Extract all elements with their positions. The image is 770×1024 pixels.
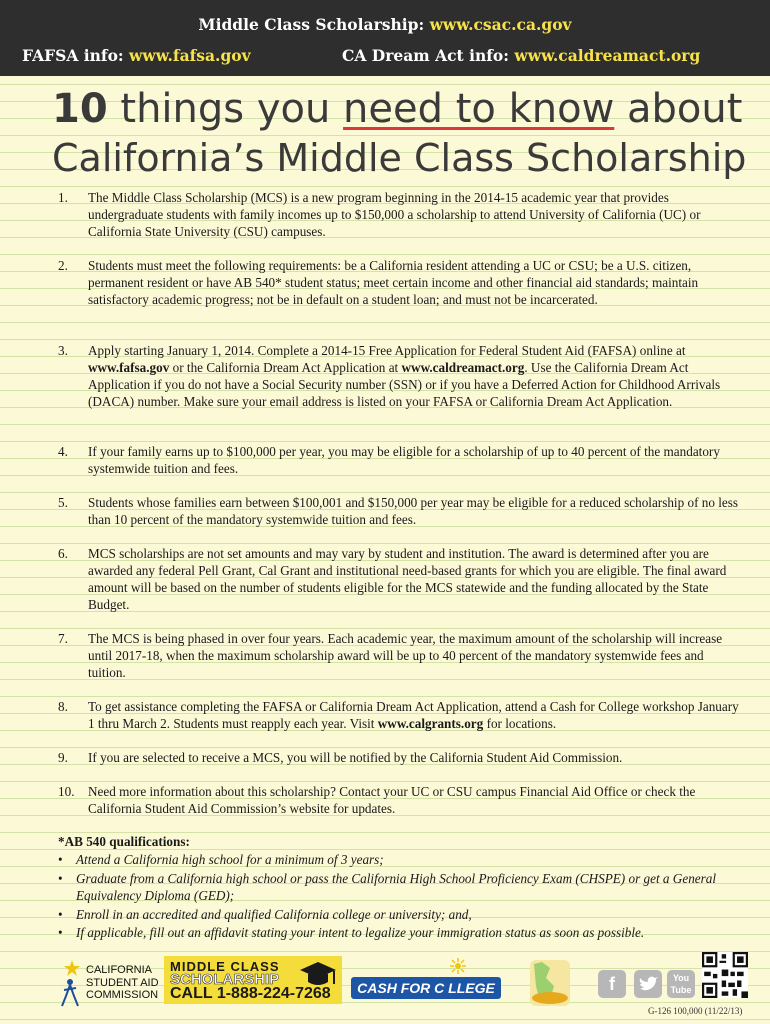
graduation-cap-icon [298, 960, 338, 990]
twitter-icon[interactable] [634, 970, 662, 998]
footer-logos [0, 944, 770, 1024]
page-title-line-1 [52, 86, 742, 132]
csac-star-figure-icon [56, 956, 86, 1010]
calsoap-logo-icon [520, 956, 578, 1010]
fafsa-info-line [22, 46, 251, 65]
item-number: 8. [58, 699, 68, 714]
item-text: The Middle Class Scholarship (MCS) is a new program beginning in the 2014-15 academic year that provides undergraduate students with family incomes up to $150,000 a scholarship to attend University of California (UC) or California State University (CSU) campuses. [88, 190, 701, 239]
list-item [58, 851, 738, 868]
csac-name: CALIFORNIA STUDENT AID COMMISSION [86, 964, 159, 1001]
list-item [58, 870, 738, 904]
item-text: If you are selected to receive a MCS, you will be notified by the California Student Aid Commission. [88, 750, 623, 765]
qualification-text: If applicable, fill out an affidavit stating your intent to legalize your immigration status as soon as possible. [76, 925, 645, 940]
item-text: Need more information about this scholarship? Contact your UC or CSU campus Financial Aid Office or check the California Student Aid Commission’s website for updates. [88, 784, 696, 816]
item-text: To get assistance completing the FAFSA or California Dream Act Application, attend a Cash for College workshop January 1 thru March 2. Students must reapply each year. Visit www.calgrants.org for locations. [88, 699, 739, 731]
facebook-icon[interactable]: f [598, 970, 626, 998]
page-title-line-2: California’s Middle Class Scholarship [52, 136, 747, 180]
item-number: 9. [58, 750, 68, 765]
list-item [52, 630, 742, 681]
mcs-info-line [0, 15, 770, 34]
bullet-icon: • [58, 871, 63, 886]
list-item [52, 189, 742, 240]
header-banner [0, 0, 770, 76]
fafsa-link[interactable]: www.fafsa.gov [129, 46, 251, 65]
sparkle-icon [450, 958, 466, 974]
mcs-label: Middle Class Scholarship: [198, 15, 425, 34]
list-item [52, 257, 742, 308]
qualification-text: Enroll in an accredited and qualified California college or university; and, [76, 907, 472, 922]
qualification-text: Graduate from a California high school or pass the California High School Proficiency Exam (CHSPE) or get a General Equivalency Diploma (GED); [76, 871, 717, 903]
item-number: 1. [58, 190, 68, 205]
mcs-logo-line2: SCHOLARSHIP [170, 971, 280, 988]
list-item [52, 443, 742, 477]
cash-for-college-logo: CASH FOR C LLEGE [351, 977, 501, 999]
item-text: If your family earns up to $100,000 per year, you may be eligible for a scholarship of up to 40 percent of the mandatory systemwide tuition and fees. [88, 444, 720, 476]
list-item [58, 906, 738, 923]
fafsa-url-link[interactable]: www.fafsa.gov [88, 360, 170, 375]
item-text: MCS scholarships are not set amounts and may vary by student and institution. The award is determined after you are awarded any federal Pell Grant, Cal Grant and institutional need-based grants for which you are eligible. The final award amount will be based on the number of students eligible for the MCS statewide and the funding allocated by the State Budget. [88, 546, 727, 612]
mcs-logo-line1: MIDDLE CLASS [170, 959, 280, 974]
list-item [52, 698, 742, 732]
title-number: 10 [52, 86, 108, 132]
list-item [52, 494, 742, 528]
title-text-part2: about [614, 86, 743, 132]
item-number: 7. [58, 631, 68, 646]
qr-code-icon[interactable] [702, 952, 748, 998]
dream-act-label: CA Dream Act info: [342, 46, 509, 65]
ab540-heading: *AB 540 qualifications: [58, 834, 190, 849]
item-number: 3. [58, 343, 68, 358]
item-number: 5. [58, 495, 68, 510]
list-item [52, 749, 742, 766]
qualification-text: Attend a California high school for a minimum of 3 years; [76, 852, 384, 867]
calgrants-url-link[interactable]: www.calgrants.org [377, 716, 484, 731]
list-item [58, 924, 738, 941]
item-text: Students must meet the following requirements: be a California resident attending a UC or CSU; be a U.S. citizen, permanent resident or have AB 540* student status; meet certain income and other financial aid standards; maintain satisfactory academic progress; not be in default on a student loan; and must not be incarcerated. [88, 258, 699, 307]
dream-act-url-link[interactable]: www.caldreamact.org [401, 360, 525, 375]
dream-act-link[interactable]: www.caldreamact.org [514, 46, 701, 65]
item-number: 2. [58, 258, 68, 273]
bullet-icon: • [58, 925, 63, 940]
item-text: Students whose families earn between $100,001 and $150,000 per year may be eligible for a reduced scholarship of no less than 10 percent of the mandatory systemwide tuition and fees. [88, 495, 739, 527]
item-text: The MCS is being phased in over four years. Each academic year, the maximum amount of the scholarship will increase until 2017-18, when the maximum scholarship award will be up to 40 percent of the mandatory systemwide fees and tuition. [88, 631, 723, 680]
item-number: 10. [58, 784, 75, 799]
form-code: G-126 100,000 (11/22/13) [648, 1006, 743, 1016]
title-underlined-text: need to know [343, 86, 615, 132]
item-number: 6. [58, 546, 68, 561]
item-number: 4. [58, 444, 68, 459]
csac-link[interactable]: www.csac.ca.gov [429, 15, 572, 34]
youtube-icon[interactable]: You Tube [667, 970, 695, 998]
list-item [52, 783, 742, 817]
list-item [52, 545, 742, 613]
fafsa-label: FAFSA info: [22, 46, 124, 65]
mcs-phone: CALL 1-888-224-7268 [170, 985, 331, 1002]
bullet-icon: • [58, 907, 63, 922]
list-item [52, 342, 742, 410]
bullet-icon: • [58, 852, 63, 867]
title-text-part1: things you [107, 86, 344, 132]
csac-logo [56, 956, 166, 1010]
item-text: Apply starting January 1, 2014. Complete a 2014-15 Free Application for Federal Student Aid (FAFSA) online at www.fafsa.gov or the California Dream Act Application at www.caldreamact.org. Use the California Dream Act Application if you do not have a Social Security number (SSN) or if you have a Deferred Action for Childhood Arrivals (DACA) number. Make sure your email address is listed on your FAFSA or California Dream Act Application. [88, 343, 721, 409]
dream-act-info-line [342, 46, 700, 65]
mcs-scholarship-logo [164, 956, 342, 1004]
